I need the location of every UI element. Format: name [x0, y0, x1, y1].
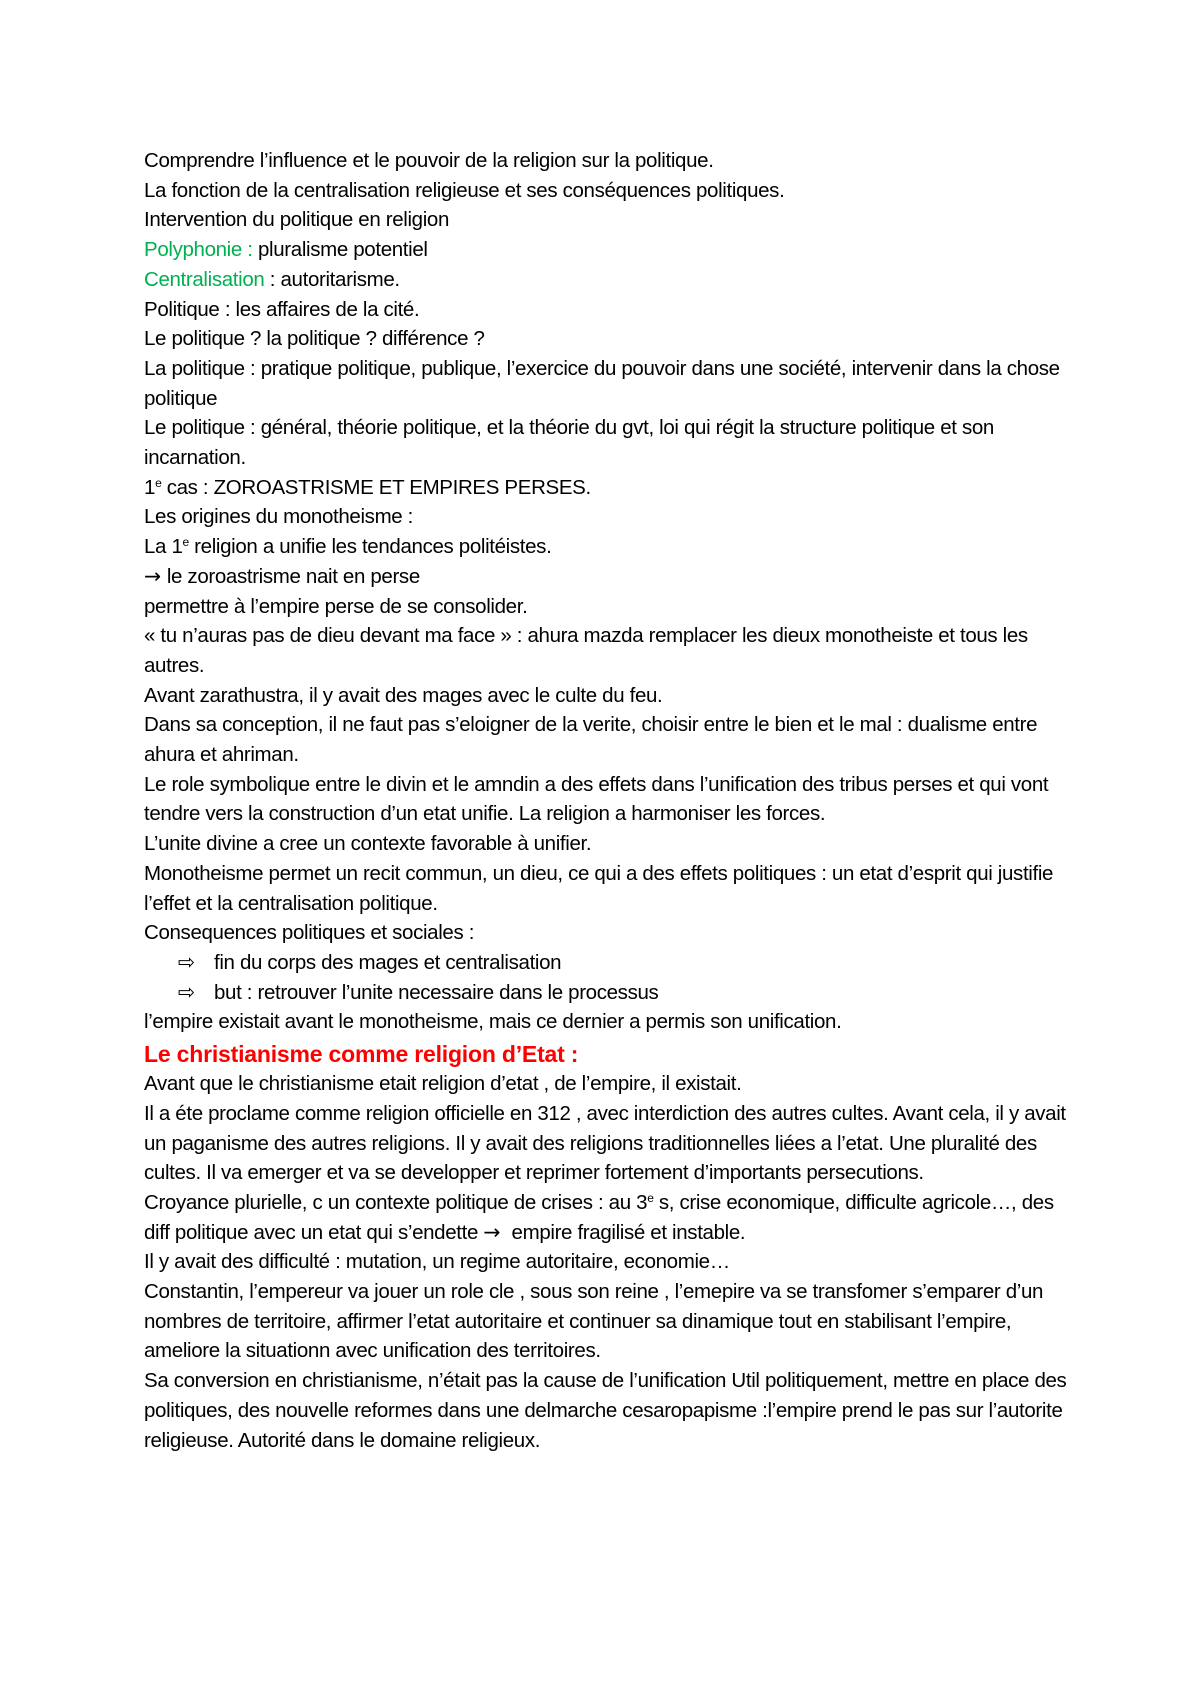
- text-paragraph: Dans sa conception, il ne faut pas s’eloigner de la verite, choisir entre le bien et le mal : dualisme entre ahura et ahriman.: [144, 713, 1038, 767]
- document-body: [144, 146, 1074, 1455]
- ordinal-number: 1: [144, 475, 156, 499]
- text-fragment: La 1: [144, 535, 183, 559]
- term-polyphonie: Polyphonie :: [144, 238, 253, 262]
- text-paragraph: « tu n’auras pas de dieu devant ma face » : ahura mazda remplacer les dieux monotheiste et tous les autres.: [144, 624, 1028, 677]
- bullet-item: [144, 948, 1074, 978]
- text-paragraph: Sa conversion en christianisme, n’était pas la cause de l’unification Util politiquement, mettre en place des politiques, des nouvelle reformes dans une delmarche cesaropapisme :l’empire prend le pas sur l’autorite religieuse. Autorité dans le domaine religieux.: [144, 1369, 1067, 1452]
- section-title-text: cas : ZOROASTRISME ET EMPIRES PERSES.: [161, 475, 591, 499]
- text-line: Il y avait des difficulté : mutation, un regime autoritaire, economie…: [144, 1250, 730, 1274]
- bullet-text: fin du corps des mages et centralisation: [214, 950, 562, 974]
- text-line: [144, 532, 1074, 562]
- definition-text: pluralisme potentiel: [252, 238, 428, 262]
- bullet-text: but : retrouver l’unite necessaire dans le processus: [214, 980, 659, 1004]
- text-paragraph: Monotheisme permet un recit commun, un dieu, ce qui a des effets politiques : un etat d’esprit qui justifie l’effet et la centralisation politique.: [144, 861, 1054, 915]
- text-line: Avant que le christianisme etait religion d’etat , de l’empire, il existait.: [144, 1072, 742, 1096]
- text-line: l’empire existait avant le monotheisme, mais ce dernier a permis son unification.: [144, 1010, 842, 1034]
- definition-text: : autoritarisme.: [264, 267, 400, 291]
- text-fragment: s, crise economique, difficulte agricole…, des diff politique avec un etat qui s’endette: [144, 1190, 1054, 1244]
- text-fragment: empire fragilisé et instable.: [506, 1220, 746, 1244]
- text-paragraph: Le role symbolique entre le divin et le amndin a des effets dans l’unification des tribus perses et qui vont tendre vers la construction d’un etat unifie. La religion a harmoniser les forces.: [144, 772, 1049, 826]
- section-title-zoroastrisme: [144, 473, 1074, 503]
- text-line: permettre à l’empire perse de se consolider.: [144, 594, 528, 618]
- text-line: Politique : les affaires de la cité.: [144, 297, 420, 321]
- section-heading-christianisme: Le christianisme comme religion d’Etat :: [144, 1041, 579, 1068]
- definition-line: [144, 235, 1074, 265]
- ordinal-suffix: e: [182, 535, 189, 550]
- double-arrow-icon: ⇨: [178, 979, 195, 1004]
- text-fragment: Croyance plurielle, c un contexte politique de crises : au 3: [144, 1190, 648, 1214]
- text-line: Le politique ? la politique ? différence ?: [144, 327, 485, 351]
- ordinal-suffix: e: [155, 475, 162, 490]
- text-paragraph: Il a éte proclame comme religion officielle en 312 , avec interdiction des autres cultes. Avant cela, il y avait un paganisme des autres religions. Il y avait des religions traditionnelles liées a l’etat. Une pluralité des cultes. Il va emerger et va se developper et reprimer fortement d’importants persecutions.: [144, 1101, 1066, 1185]
- arrow-line: [144, 562, 1074, 592]
- double-arrow-icon: ⇨: [178, 949, 195, 974]
- text-paragraph: La politique : pratique politique, publique, l’exercice du pouvoir dans une société, intervenir dans la chose politique: [144, 356, 1060, 410]
- text-line: La fonction de la centralisation religieuse et ses conséquences politiques.: [144, 178, 785, 202]
- bullet-item: [144, 978, 1074, 1008]
- text-paragraph: [144, 1188, 1074, 1247]
- text-line: Consequences politiques et sociales :: [144, 921, 475, 945]
- text-line: Avant zarathustra, il y avait des mages avec le culte du feu.: [144, 683, 663, 707]
- text-line: Intervention du politique en religion: [144, 208, 450, 232]
- definition-line: [144, 265, 1074, 295]
- text-paragraph: Le politique : général, théorie politique, et la théorie du gvt, loi qui régit la structure politique et son incarnation.: [144, 416, 994, 470]
- text-line: Les origines du monotheisme :: [144, 505, 414, 529]
- text-fragment: religion a unifie les tendances politéistes.: [188, 535, 552, 559]
- text-line: L’unite divine a cree un contexte favorable à unifier.: [144, 832, 592, 856]
- term-centralisation: Centralisation: [144, 267, 265, 291]
- text-fragment: le zoroastrisme nait en perse: [166, 564, 420, 588]
- text-line: Comprendre l’influence et le pouvoir de la religion sur la politique.: [144, 149, 714, 172]
- text-paragraph: Constantin, l’empereur va jouer un role cle , sous son reine , l’emepire va se transfomer s’emparer d’un nombres de territoire, affirmer l’etat autoritaire et continuer sa dinamique tout en stabilisant l’empire, ameliore la situationn avec unification des territoires.: [144, 1280, 1044, 1363]
- arrow-right-icon: →: [144, 563, 161, 588]
- ordinal-suffix: e: [647, 1190, 654, 1205]
- arrow-right-icon: →: [483, 1219, 501, 1244]
